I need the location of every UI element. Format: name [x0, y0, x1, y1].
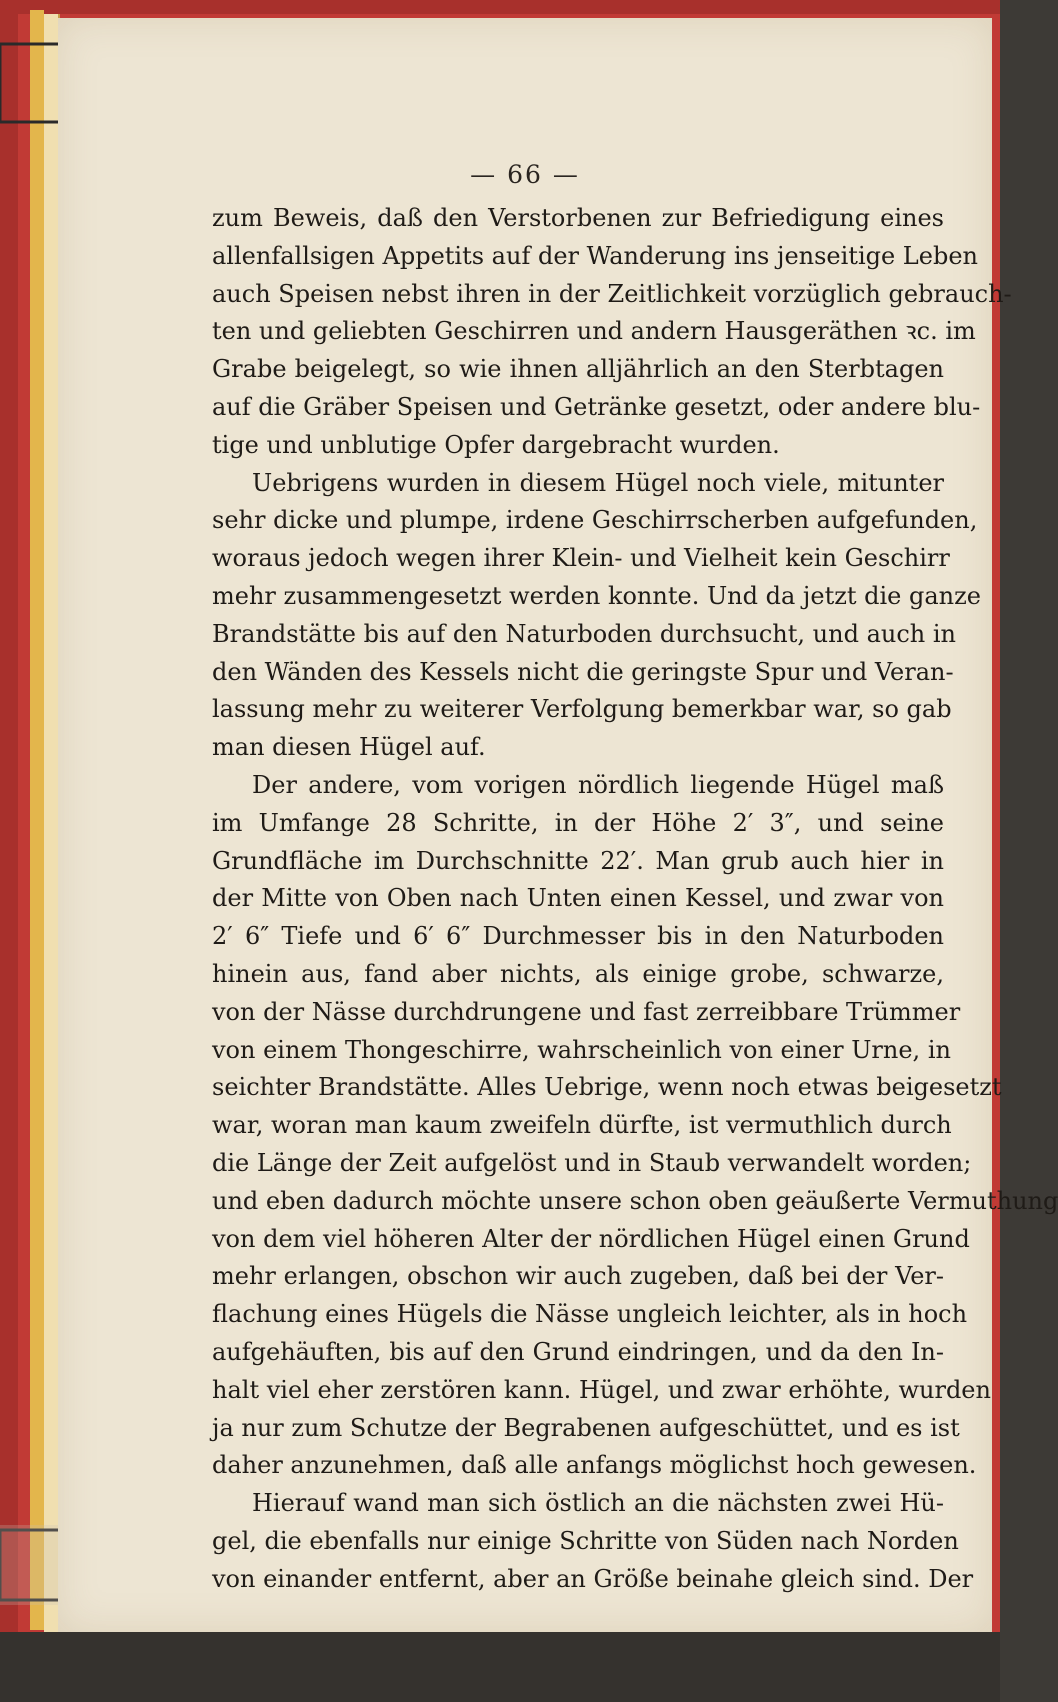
- text-line: von der Nässe durchdrungene und fast zerreibbare Trümmer: [212, 997, 961, 1026]
- text-line: ten und geliebten Geschirren und andern Hausgeräthen ꝛc. im: [212, 317, 976, 346]
- text-line: zum Beweis, daß den Verstorbenen zur Befriedigung eines: [212, 204, 944, 232]
- text-line: auch Speisen nebst ihren in der Zeitlichkeit vorzüglich gebrauch-: [212, 279, 1012, 308]
- text-line: von einander entfernt, aber an Größe beinahe gleich sind. Der: [212, 1564, 974, 1593]
- text-line: woraus jedoch wegen ihrer Klein- und Vielheit kein Geschirr: [212, 544, 950, 573]
- text-line: man diesen Hügel auf.: [212, 733, 486, 762]
- text-line: der Mitte von Oben nach Unten einen Kessel, und zwar von: [212, 884, 944, 913]
- text-line: hinein aus, fand aber nichts, als einige grobe, schwarze,: [212, 959, 944, 988]
- page-number: — 66 —: [470, 160, 580, 189]
- text-line: Hierauf wand man sich östlich an die nächsten zwei Hü-: [252, 1489, 944, 1518]
- page-edge-gilt: [30, 10, 44, 1630]
- text-line: und eben dadurch möchte unsere schon oben geäußerte Vermuthung: [212, 1186, 1058, 1215]
- text-line: von dem viel höheren Alter der nördlichen Hügel einen Grund: [212, 1224, 970, 1253]
- text-line: im Umfange 28 Schritte, in der Höhe 2′ 3″, und seine: [212, 808, 944, 837]
- text-line: tige und unblutige Opfer dargebracht wurden.: [212, 430, 780, 459]
- text-line: 2′ 6″ Tiefe und 6′ 6″ Durchmesser bis in den Naturboden: [212, 922, 944, 951]
- text-line: sehr dicke und plumpe, irdene Geschirrscherben aufgefunden,: [212, 506, 978, 535]
- text-line: seichter Brandstätte. Alles Uebrige, wenn noch etwas beigesetzt: [212, 1073, 1002, 1102]
- text-line: Uebrigens wurden in diesem Hügel noch viele, mitunter: [252, 468, 944, 497]
- text-line: auf die Gräber Speisen und Getränke gesetzt, oder andere blu-: [212, 392, 981, 421]
- body-text: [212, 200, 1058, 1598]
- text-line: Brandstätte bis auf den Naturboden durchsucht, und auch in: [212, 619, 956, 648]
- text-line: mehr erlangen, obschon wir auch zugeben, daß bei der Ver-: [212, 1262, 944, 1291]
- text-line: die Länge der Zeit aufgelöst und in Staub verwandelt worden;: [212, 1148, 972, 1177]
- text-line: den Wänden des Kessels nicht die geringste Spur und Veran-: [212, 657, 954, 686]
- text-line: von einem Thongeschirre, wahrscheinlich von einer Urne, in: [212, 1035, 951, 1064]
- text-line: Grabe beigelegt, so wie ihnen alljährlich an den Sterbtagen: [212, 355, 944, 384]
- text-line: ja nur zum Schutze der Begrabenen aufgeschüttet, und es ist: [212, 1413, 960, 1442]
- text-line: Der andere, vom vorigen nördlich liegende Hügel maß: [252, 770, 944, 799]
- text-line: aufgehäuften, bis auf den Grund eindringen, und da den In-: [212, 1337, 944, 1366]
- text-line: allenfallsigen Appetits auf der Wanderung ins jenseitige Leben: [212, 241, 978, 270]
- text-line: mehr zusammengesetzt werden konnte. Und da jetzt die ganze: [212, 581, 981, 610]
- text-line: lassung mehr zu weiterer Verfolgung bemerkbar war, so gab: [212, 695, 952, 724]
- text-line: daher anzunehmen, daß alle anfangs möglichst hoch gewesen.: [212, 1451, 977, 1480]
- text-line: war, woran man kaum zweifeln dürfte, ist vermuthlich durch: [212, 1111, 952, 1140]
- text-line: gel, die ebenfalls nur einige Schritte von Süden nach Norden: [212, 1526, 959, 1555]
- text-line: flachung eines Hügels die Nässe ungleich leichter, als in hoch: [212, 1300, 968, 1329]
- text-line: halt viel eher zerstören kann. Hügel, und zwar erhöhte, wurden: [212, 1375, 991, 1404]
- text-line: Grundfläche im Durchschnitte 22′. Man grub auch hier in: [212, 846, 944, 875]
